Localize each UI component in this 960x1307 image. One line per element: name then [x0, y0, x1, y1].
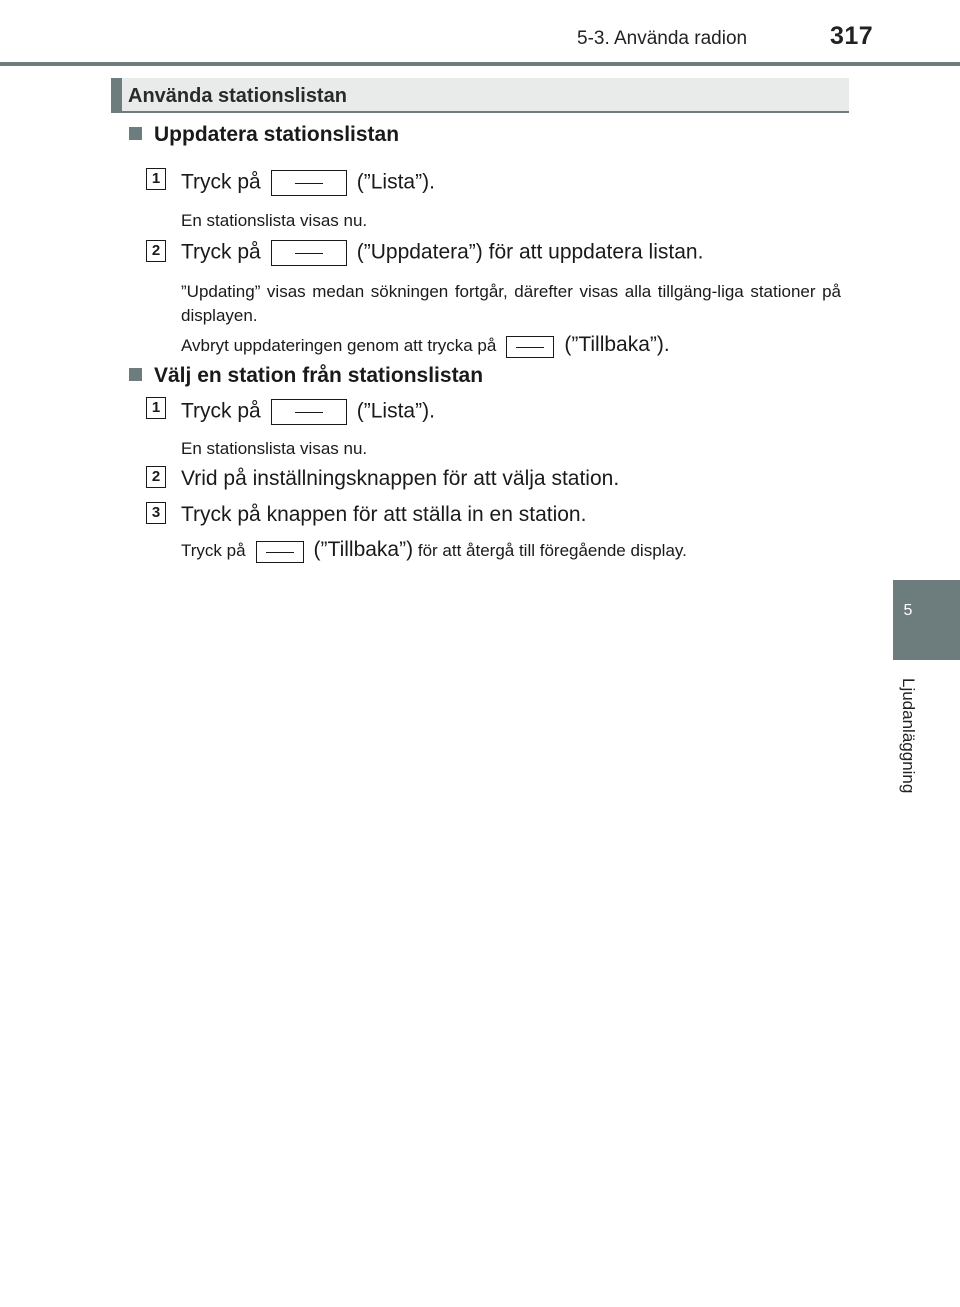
step-number-badge: 2 [146, 466, 166, 488]
step-note-after: för att återgå till föregående display. [417, 541, 687, 560]
step-text [181, 170, 435, 196]
step-number-badge: 2 [146, 240, 166, 262]
subsection-title-text: Välj en station från stationslistan [154, 364, 484, 387]
chapter-number: 5 [903, 602, 913, 619]
subsection-title-text: Uppdatera stationslistan [154, 123, 400, 146]
step-note-mid: (”Tillbaka”) [313, 538, 414, 561]
header-rule [0, 62, 960, 66]
step-text: Tryck på knappen för att ställa in en station. [181, 503, 587, 526]
square-bullet-icon [129, 368, 142, 381]
step-note-before: Avbryt uppdateringen genom att trycka på [181, 336, 497, 355]
section-title: Använda stationslistan [128, 85, 347, 107]
step-text-after: (”Lista”). [356, 399, 435, 423]
step-note [181, 538, 687, 563]
step-text-after: (”Lista”). [356, 170, 435, 194]
step-number-badge: 1 [146, 168, 166, 190]
step-text-before: Tryck på [181, 399, 261, 423]
square-bullet-icon [129, 127, 142, 140]
subsection-title [129, 123, 399, 147]
screen-button-icon [271, 240, 347, 266]
subsection-title [129, 364, 483, 388]
step-number-badge: 1 [146, 397, 166, 419]
step-note: En stationslista visas nu. [181, 439, 368, 458]
screen-button-icon [506, 336, 554, 358]
page-number: 317 [830, 22, 874, 50]
chapter-title: Ljudanläggning [899, 678, 918, 794]
screen-button-icon [271, 170, 347, 196]
step-text-after: (”Uppdatera”) för att uppdatera listan. [356, 240, 704, 264]
step-text [181, 240, 703, 266]
step-number-badge: 3 [146, 502, 166, 524]
chapter-tab [893, 580, 960, 660]
step-note: En stationslista visas nu. [181, 211, 368, 230]
step-text-before: Tryck på [181, 240, 261, 264]
step-note-after: (”Tillbaka”). [564, 333, 670, 356]
step-text [181, 399, 435, 425]
running-header-section: 5-3. Använda radion [577, 28, 748, 49]
step-note: ”Updating” visas medan sökningen fortgår, därefter visas alla tillgäng-liga stationer på displayen. [181, 282, 841, 325]
screen-button-icon [256, 541, 304, 563]
screen-button-icon [271, 399, 347, 425]
step-note [181, 333, 670, 358]
section-title-accent [111, 78, 122, 113]
step-note-before: Tryck på [181, 541, 246, 560]
step-text: Vrid på inställningsknappen för att välja station. [181, 467, 620, 490]
step-text-before: Tryck på [181, 170, 261, 194]
